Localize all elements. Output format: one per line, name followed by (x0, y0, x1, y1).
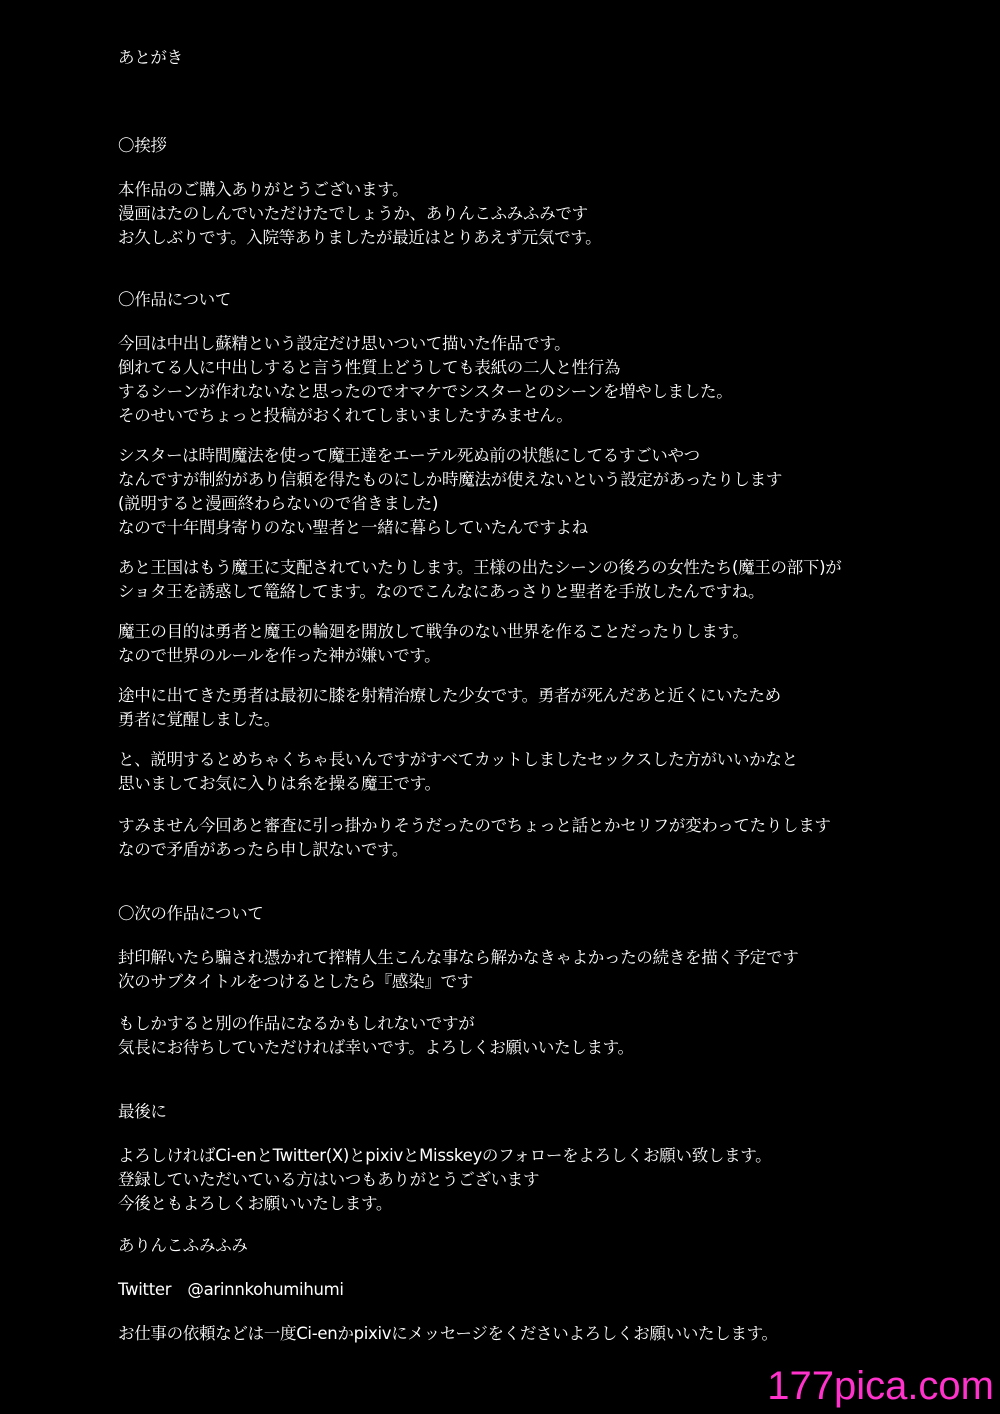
about-p2-line-4: なので十年間身寄りのない聖者と一緒に暮らしていたんですよね (118, 518, 588, 537)
next-heading: 〇次の作品について (118, 904, 264, 923)
about-p1-line-4: そのせいでちょっと投稿がおくれてしまいましたすみません。 (118, 406, 573, 425)
greeting-line-2: 漫画はたのしんでいただけたでしょうか、ありんこふみふみです (118, 204, 588, 223)
author-name: ありんこふみふみ (118, 1236, 248, 1255)
about-p7-line-2: なので矛盾があったら申し訳ないです。 (118, 840, 409, 859)
greeting-line-1: 本作品のご購入ありがとうございます。 (118, 180, 409, 199)
last-line-2: 登録していただいている方はいつもありがとうございます (118, 1170, 540, 1189)
greeting-heading: 〇挨拶 (118, 136, 167, 155)
about-p6-line-2: 思いましてお気に入りは糸を操る魔王です。 (118, 774, 441, 793)
about-p1-line-1: 今回は中出し蘇精という設定だけ思いついて描いた作品です。 (118, 334, 571, 353)
greeting-line-3: お久しぶりです。入院等ありましたが最近はとりあえず元気です。 (118, 228, 602, 247)
last-line-1: よろしければCi-enとTwitter(X)とpixivとMisskeyのフォローをよろしくお願い致します。 (118, 1146, 772, 1165)
about-p6-line-1: と、説明するとめちゃくちゃ長いんですがすべてカットしましたセックスした方がいいかなと (118, 750, 798, 769)
about-heading: 〇作品について (118, 290, 232, 309)
about-p3-line-1: あと王国はもう魔王に支配されていたりします。王様の出たシーンの後ろの女性たち(魔王の部下)が (118, 558, 842, 577)
about-p3-line-2: ショタ王を誘惑して篭絡してます。なのでこんなにあっさりと聖者を手放したんですね。 (118, 582, 765, 601)
about-p1-line-3: するシーンが作れないなと思ったのでオマケでシスターとのシーンを増やしました。 (118, 382, 733, 401)
twitter-handle: Twitter @arinnkohumihumi (118, 1280, 344, 1299)
next-p1-line-1: 封印解いたら騙され憑かれて搾精人生こんな事なら解かなきゃよかったの続きを描く予定です (118, 948, 799, 967)
about-p4-line-1: 魔王の目的は勇者と魔王の輪廻を開放して戦争のない世界を作ることだったりします。 (118, 622, 749, 641)
next-p2-line-2: 気長にお待ちしていただければ幸いです。よろしくお願いいたします。 (118, 1038, 634, 1057)
next-p1-line-2: 次のサブタイトルをつけるとしたら『感染』です (118, 972, 473, 991)
about-p7-line-1: すみません今回あと審査に引っ掛かりそうだったのでちょっと話とかセリフが変わってたりします (118, 816, 831, 835)
watermark: 177pica.com (767, 1364, 994, 1408)
last-line-3: 今後ともよろしくお願いいたします。 (118, 1194, 393, 1213)
about-p2-line-3: (説明すると漫画終わらないので省きました) (118, 494, 439, 513)
about-p5-line-1: 途中に出てきた勇者は最初に膝を射精治療した少女です。勇者が死んだあと近くにいたため (118, 686, 781, 705)
about-p2-line-2: なんですが制約があり信頼を得たものにしか時魔法が使えないという設定があったりします (118, 470, 783, 489)
about-p2-line-1: シスターは時間魔法を使って魔王達をエーテル死ぬ前の状態にしてるすごいやつ (118, 446, 700, 465)
about-p1-line-2: 倒れてる人に中出しすると言う性質上どうしても表紙の二人と性行為 (118, 358, 621, 377)
about-p5-line-2: 勇者に覚醒しました。 (118, 710, 281, 729)
last-heading: 最後に (118, 1102, 167, 1121)
afterword-title: あとがき (118, 48, 183, 67)
next-p2-line-1: もしかすると別の作品になるかもしれないですが (118, 1014, 475, 1033)
about-p4-line-2: なので世界のルールを作った神が嫌いです。 (118, 646, 441, 665)
contact-note: お仕事の依頼などは一度Ci-enかpixivにメッセージをくださいよろしくお願いいたします。 (118, 1324, 778, 1343)
